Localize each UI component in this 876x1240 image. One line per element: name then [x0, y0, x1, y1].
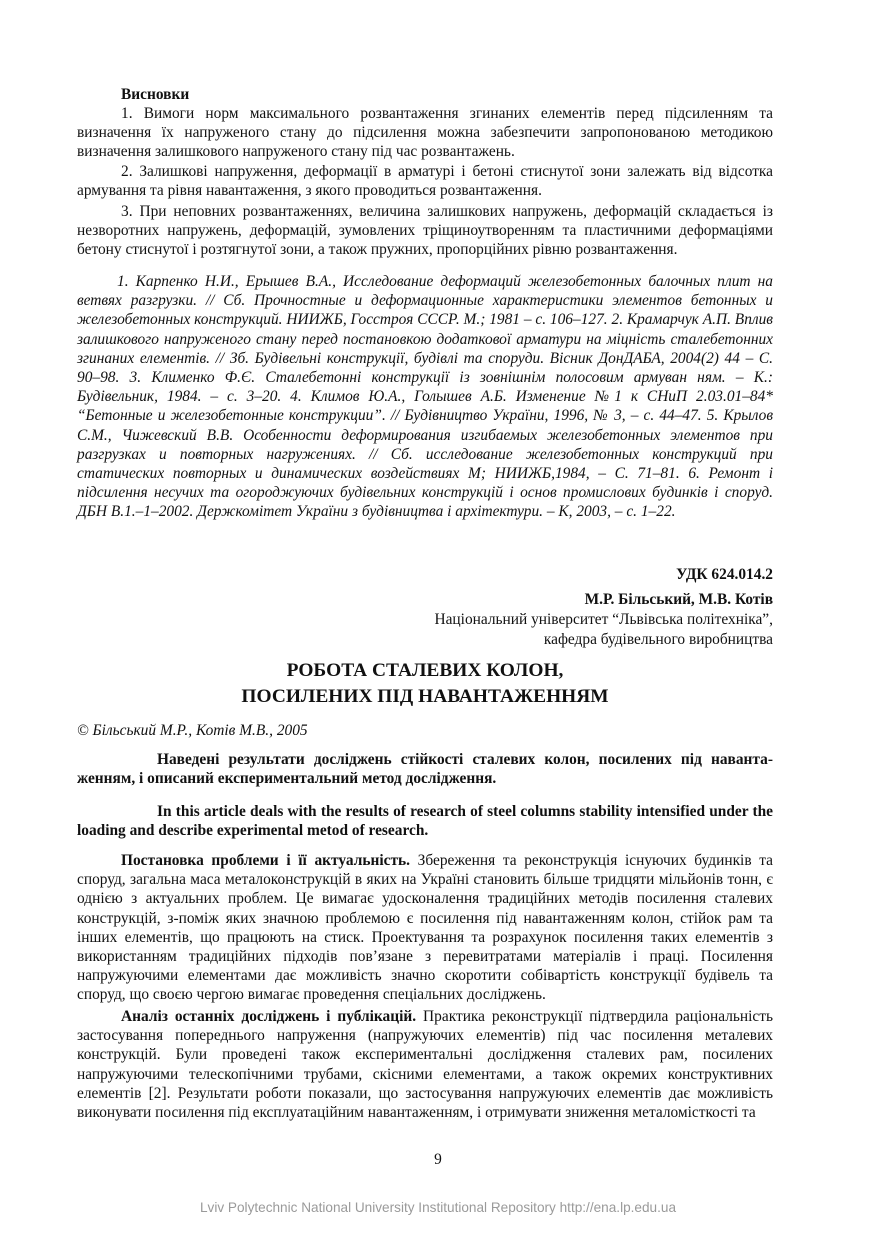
section-problem-statement	[77, 851, 773, 1005]
conclusion-item-3: 3. При неповних розвантаженнях, величина залишкових напружень, деформацій складається із незворотних напружень, деформацій, зумовлених тріщиноутворенням та пластичними деформаціями бетону стиснутої і розтягнутої зони, а також пружних, пропорційних рівню розвантаження.	[77, 203, 773, 259]
references-list: 1. Карпенко Н.И., Ерышев В.А., Исследование деформаций железобетонных балочных плит на ветвях разгрузки. // Сб. Прочностные и деформационные характеристики элементов бетонных и железобетонных конструкций. НИИЖБ, Госстроя СССР. М.; 1981 – с. 106–127. 2. Крамарчук А.П. Вплив залишкового напруженого стану перед постановкою додаткової арматури на міцність сталебетонних згинаних елементів. // Зб. Будівельні конструкції, будівлі та споруди. Вісник ДонДАБА, 2004(2) 44 – С. 90–98. 3. Клименко Ф.Є. Сталебетонні конструкції із зовнішнім полосовим армуван ням. – К.: Будівельник, 1984. – с. 3–20. 4. Климов Ю.А., Голышев А.Б. Изменение №1 к СНиП 2.03.01–84* “Бетонные и железобетонные конструкции”. // Будівництво України, 1996, № 3, – с. 44–47. 5. Крылов С.М., Чижевский В.В. Особенности деформирования изгибаемых железобетонных элементов при разгрузках и повторных нагружениях. // Сб. исследование железобетонных конструкций при статических повторных и динамических воздействиях М; НИИЖБ,1984, – С. 71–81. 6. Ремонт і підсилення несучих та огороджуючих будівельних конструкцій і основ промислових будинків і споруд. ДБН В.1.–1–2002. Держкомітет України з будівництва і архітектури. – К, 2003, – с. 1–22.	[77, 273, 773, 521]
copyright-notice: © Більський М.Р., Котів М.В., 2005	[77, 722, 308, 739]
affiliation-university: Національний університет “Львівська політехніка”,	[434, 611, 773, 628]
article-title-line-1: РОБОТА СТАЛЕВИХ КОЛОН,	[286, 660, 564, 681]
abstract-english: In this article deals with the results of research of steel columns stability intensified under the loading and describe experimental metod of research.	[77, 803, 773, 840]
section-review-heading: Аналіз останніх досліджень і публікацій.	[121, 1008, 417, 1025]
section-problem-heading: Постановка проблеми і її актуальність.	[121, 852, 410, 869]
conclusion-item-1: 1. Вимоги норм максимального розвантаження згинаних елементів перед підсиленням та визначення їх напруженого стану до підсилення можна забезпечити запропонованою методикою визначення залишкового напруженого стану під час розвантажень.	[77, 105, 773, 161]
abstract-ukrainian: Наведені результати досліджень стійкості сталевих колон, посилених під навантаженням, і описаний експериментальний метод дослідження.	[77, 751, 773, 788]
section-review-text: Практика реконструкції підтвердила раціональність застосування попереднього напруження (напружуючих елементів) під час посилення металевих конструкцій. Були проведені також експериментальні дослідження сталевих рам, посилених напружуючими телескопічними трубами, скісними елементами, а також окремих конструктивних елементів [2]. Результати роботи показали, що застосування напружуючих елементів дає можливість виконувати посилення під експлуатаційним навантаженням, і отримувати зниження металомісткості та	[77, 1008, 773, 1122]
section-literature-review	[77, 1007, 773, 1122]
repository-footer: Lviv Polytechnic National University Institutional Repository http://ena.lp.edu.ua	[199, 1200, 677, 1215]
affiliation-department: кафедра будівельного виробництва	[543, 631, 773, 648]
authors: М.Р. Більський, М.В. Котів	[584, 591, 773, 608]
conclusions-heading: Висновки	[121, 86, 190, 103]
page-number: 9	[434, 1151, 442, 1168]
conclusion-item-2: 2. Залишкові напруження, деформації в арматурі і бетоні стиснутої зони залежать від відсотка армування та рівня навантаження, з якого проводиться розвантаження.	[77, 163, 773, 200]
section-problem-text: Збереження та реконструкція існуючих будинків та споруд, загальна маса металоконструкцій в яких на Україні становить більше тридцяти мільйонів тонн, є однією з актуальних проблем. Це вимагає удосконалення традиційних методів посилення сталевих конструкцій, з-поміж яких значною проблемою є посилення під навантаженням колон, стійок рам та інших елементів, що працюють на стиск. Проектування та розрахунок посилення таких елементів з використанням традиційних підходів пов’язане з перевитратами матеріалів і праці. Посилення напружуючими елементами дає можливість значно скоротити собівартість конструкції будівель та споруд, що своєю чергою вимагає проведення спеціальних досліджень.	[77, 852, 773, 1004]
article-title-line-2: ПОСИЛЕНИХ ПІД НАВАНТАЖЕННЯМ	[241, 686, 609, 707]
udc-code: УДК 624.014.2	[676, 566, 773, 583]
